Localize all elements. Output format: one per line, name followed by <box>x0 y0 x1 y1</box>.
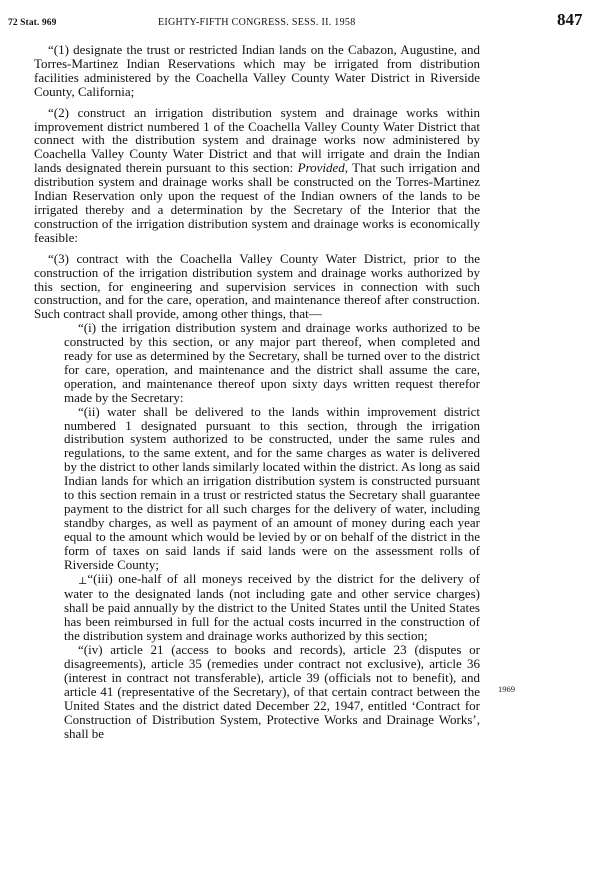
paragraph-1: “(1) designate the trust or restricted Indian lands on the Cabazon, Augustine, and Torres-Martinez Indian Reservations which may be irrigated from distribution facilities administered by the Coachella Valley County Water District in Riverside County, California; <box>34 42 480 99</box>
page-body <box>34 43 480 740</box>
margin-note: 1969 <box>498 684 515 694</box>
subparagraph-i: “(i) the irrigation distribution system and drainage works authorized to be constructed by this section, or any major part thereof, when completed and ready for use as determined by the Secretary, shall be turned over to the district for care, operation, and maintenance and the district shall assume the care, operation, and maintenance thereof upon sixty days written request therefor made by the Secretary: <box>64 320 480 405</box>
subparagraph-iv: “(iv) article 21 (access to books and records), article 23 (disputes or disagreements), article 35 (remedies under contract not exclusive), article 36 (interest in contract not transferable), article 39 (officials not to benefit), and article 41 (representative of the Secretary), of that certain contract between the United States and the district dated December 22, 1947, entitled ‘Contract for Construction of Distribution System, Protective Works and Drainage Works’, shall be <box>64 642 480 741</box>
running-title: EIGHTY-FIFTH CONGRESS. SESS. II. 1958 <box>158 17 356 28</box>
page-number: 847 <box>557 10 583 29</box>
paragraph-3: “(3) contract with the Coachella Valley County Water District, prior to the construction of the irrigation distribution system and drainage works authorized by this section, for engineering and supervision services in connection with such construction, and for the care, operation, and maintenance thereof after construction. Such contract shall provide, among other things, that— <box>34 250 480 322</box>
page-break-marker: ⊥ <box>78 575 88 587</box>
proviso-italic: Provided, <box>297 160 349 176</box>
subparagraph-iii-text: “(iii) one-half of all moneys received by the district for the delivery of water to the designated lands (not including gate and other service charges) shall be paid annually by the district to the United States until the United States has been reimbursed in full for the actual costs incurred in the construction of the distribution system and drainage works authorized by this section; <box>64 570 480 644</box>
subparagraph-iii <box>34 572 480 644</box>
subparagraph-ii: “(ii) water shall be delivered to the lands within improvement district numbered 1 designated pursuant to this section, through the irrigation distribution system authorized to be constructed, under the same rules and regulations, to the same extent, and for the same charges as water is delivered by the district to other lands similarly located within the district. As long as said Indian lands for which an irrigation distribution system is constructed pursuant to this section remain in a trust or restricted status the Secretary shall guarantee payment to the district for all such charges for the delivery of water, including standby charges, as well as payment of an amount of money during each year equal to the amount which would be levied by or on behalf of the district in the form of taxes on said lands if said lands were on the assessment rolls of Riverside County; <box>64 403 480 572</box>
page-header <box>0 12 608 32</box>
statute-citation: 72 Stat. 969 <box>8 18 57 28</box>
paragraph-2-text-a: “(2) construct an irrigation distribution system and drainage works within improvement district numbered 1 of the Coachella Valley County Water District that connect with the distribution system and drainage works now administered by Coachella Valley County Water District and that will irrigate and drain the Indian lands designated therein pursuant to this section: <box>34 104 480 176</box>
paragraph-2 <box>34 106 480 245</box>
paragraph-2-text-b: That such irrigation and distribution system and drainage works shall be constructed on the Torres-Martinez Indian Reservation only upon the request of the Indian owners of the lands to be irrigated thereby and a determination by the Secretary of the Interior that the construction of the irrigation distribution system and drainage works is economically feasible: <box>34 160 480 245</box>
